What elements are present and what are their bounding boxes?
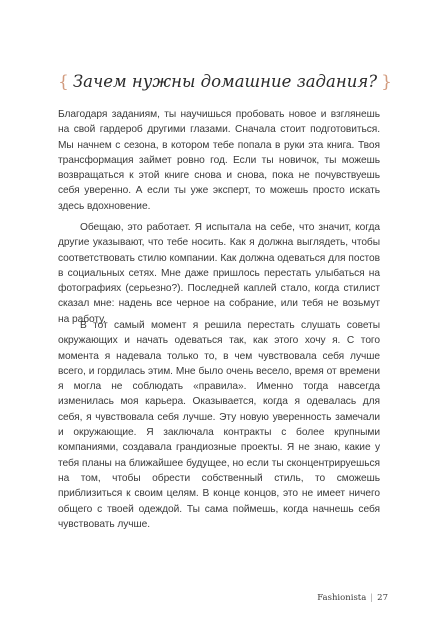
page-number: 27 bbox=[377, 593, 388, 603]
section-title: Зачем нужны домашние задания? bbox=[72, 72, 378, 91]
paragraph-1: Благодаря заданиям, ты научишься пробовать новое и взглянешь на свой гардероб другими глазами. Сначала стоит подготовиться. Мы начнем с сезона, в котором тебе попала в руки эта книга. Твоя трансформация займет ровно год. Если ты новичок, ты можешь возвращаться к этой книге снова и снова, пока не почувствуешь себя уверенно. А если ты уже эксперт, то можешь просто искать здесь вдохновение. bbox=[58, 109, 380, 212]
footer-separator: | bbox=[370, 593, 374, 603]
paragraph-3: В тот самый момент я решила перестать слушать советы окружающих и начать одеваться так, как этого хочу я. С того момента я надевала только то, в чем чувствовала себя лучше всего, и гордилась этим. Мне было очень весело, время от времени я могла не соблюдать «правила». Именно тогда навсегда изменилась моя карьера. Оказывается, когда я одевалась для себя, я чувствовала себя лучше. Эту новую уверенность замечали и окружающие. Я заключала контракты с более крупными компаниями, создавала грандиозные проекты. Я не знаю, какие у тебя планы на ближайшее будущее, но если ты сконцентрируешься на том, чтобы обрести собственный стиль, то сможешь приблизиться к своим целям. В конце концов, это не имеет ничего общего с твоей одеждой. Ты сама поймешь, когда начнешь себя чувствовать лучше. bbox=[58, 320, 380, 530]
right-brace-ornament: } bbox=[381, 72, 392, 92]
section-heading bbox=[58, 72, 392, 92]
paragraph-2: Обещаю, это работает. Я испытала на себе, что значит, когда другие указывают, что тебе носить. Как я должна выглядеть, чтобы соответствовать стилю компании. Как должна одеваться для постов в социальных сетях. Мне даже пришлось перестать улыбаться на фотографиях (серьезно?). Последней каплей стало, когда стилист сказал мне: надень все черное на собрание, или тебя не возьмут на работу. bbox=[58, 222, 380, 325]
page-footer bbox=[317, 593, 388, 603]
running-book-title: Fashionista bbox=[317, 593, 367, 603]
left-brace-ornament: { bbox=[58, 72, 69, 92]
